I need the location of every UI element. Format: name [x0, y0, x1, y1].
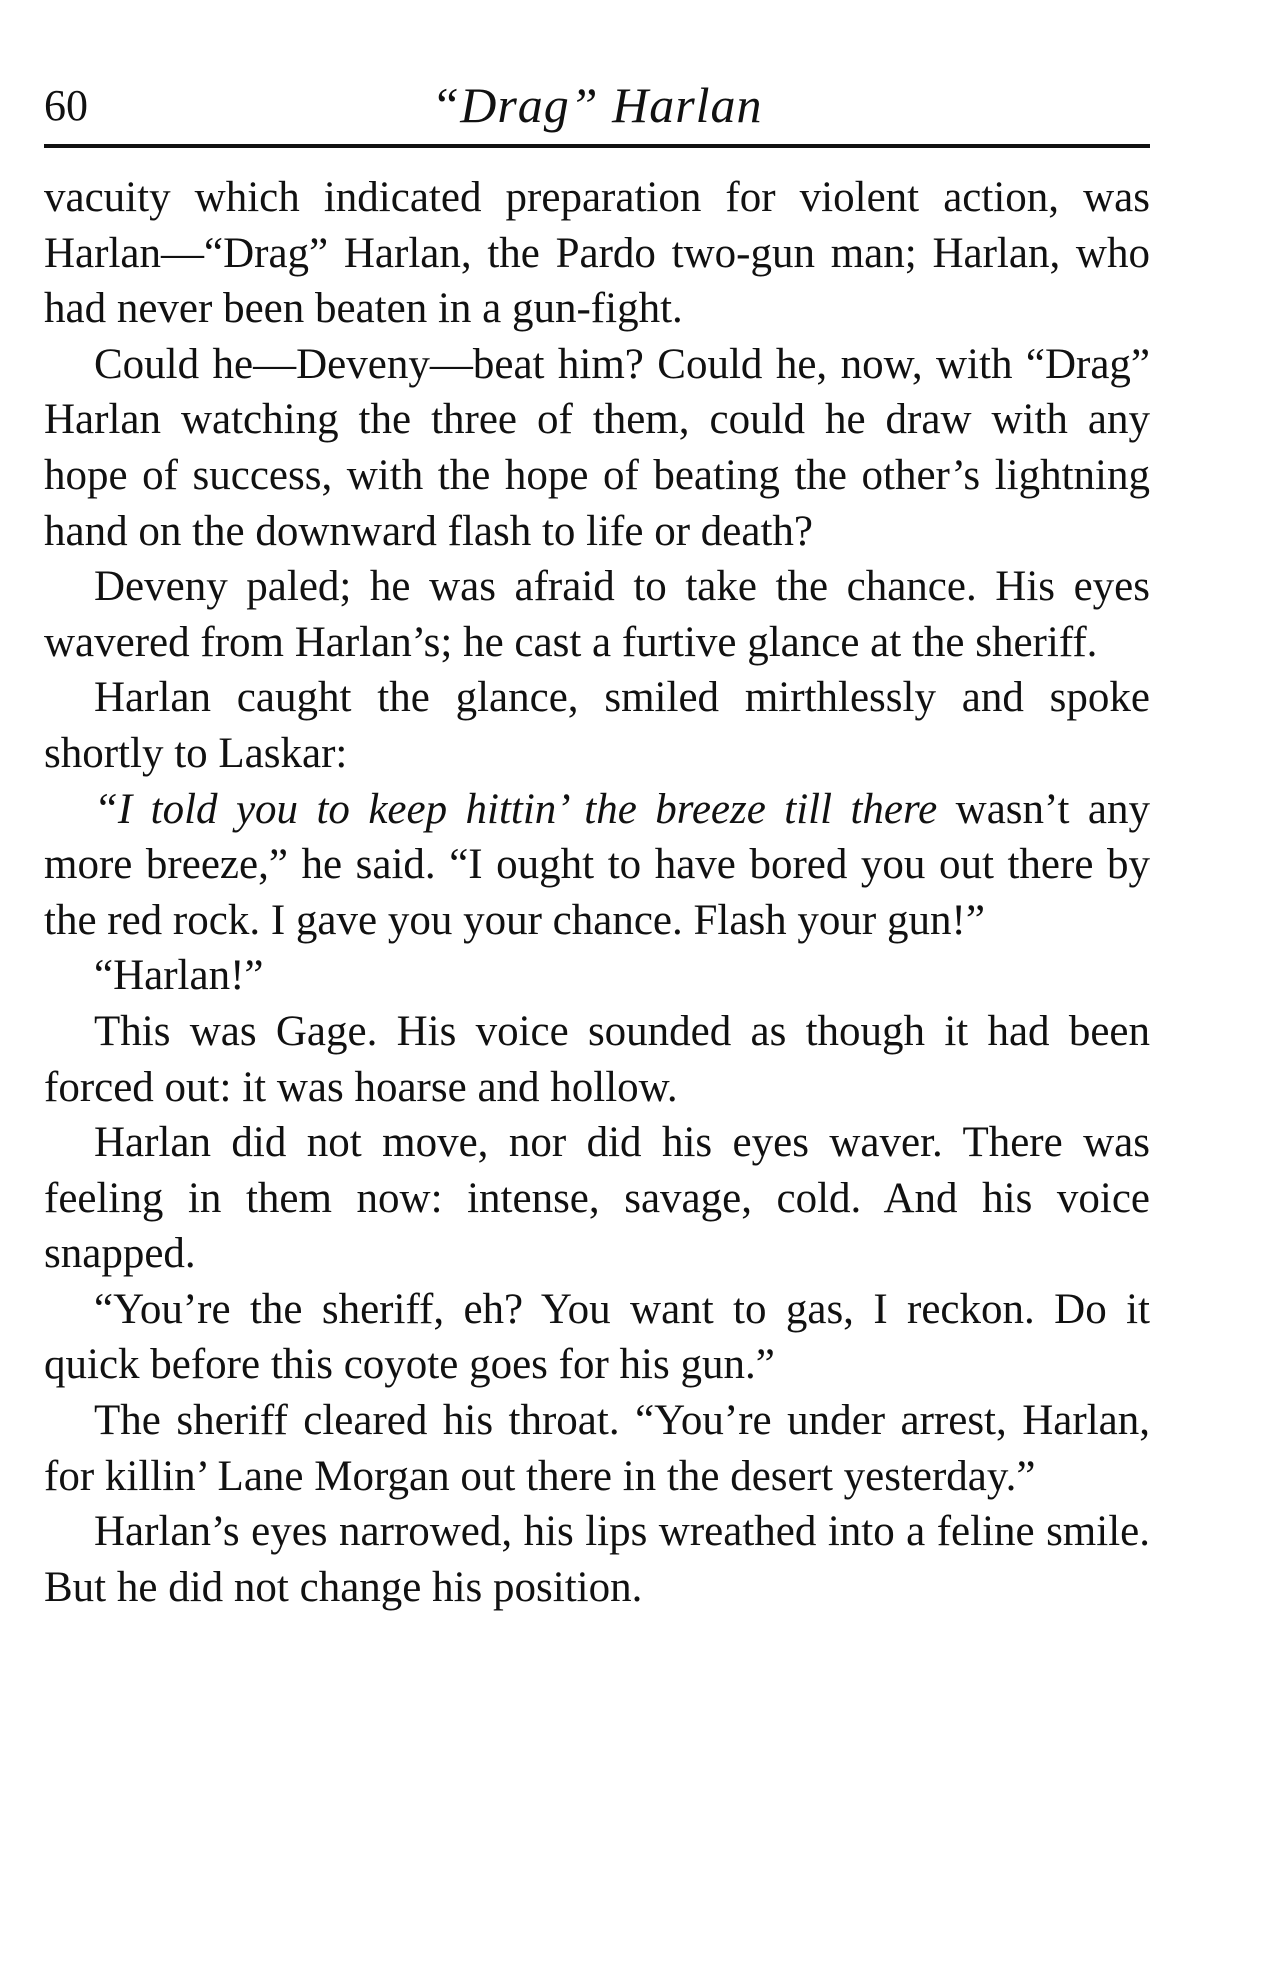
paragraph-11: Harlan’s eyes narrowed, his lips wreathed into a feline smile. But he did not change his position. [44, 1508, 1150, 1611]
paragraph-10: The sheriff cleared his throat. “You’re under arrest, Harlan, for killin’ Lane Morgan out there in the desert yesterday.” [44, 1397, 1150, 1500]
running-head [44, 60, 1150, 142]
paragraph-4: Harlan caught the glance, smiled mirthlessly and spoke shortly to Laskar: [44, 674, 1150, 777]
paragraph-5 [44, 782, 1150, 949]
body-text [44, 170, 1150, 1615]
paragraph-6: “Harlan!” [94, 952, 264, 1000]
book-page [44, 60, 1151, 1611]
paragraph-5-rest: wasn’t any more breeze,” he said. “I ought to have bored you out there by the red rock. I gave you your chance. Flash your gun!” [44, 785, 1151, 944]
paragraph-7: This was Gage. His voice sounded as though it had been forced out: it was hoarse and hollow. [44, 1007, 1150, 1111]
paragraph-2: Could he—Deveny—beat him? Could he, now, with “Drag” Harlan watching the three of them, could he draw with any hope of success, with the hope of beating the other’s lightning hand on the downward flash to life or death? [44, 340, 1150, 555]
paragraph-3: Deveny paled; he was afraid to take the chance. His eyes wavered from Harlan’s; he cast a furtive glance at the sheriff. [44, 563, 1150, 666]
running-title: “Drag” Harlan [431, 77, 763, 133]
header-rule [44, 144, 1150, 148]
paragraph-9: “You’re the sheriff, eh? You want to gas, I reckon. Do it quick before this coyote goes for his gun.” [44, 1285, 1150, 1389]
paragraph-8: Harlan did not move, nor did his eyes waver. There was feeling in them now: intense, savage, cold. And his voice snapped. [44, 1119, 1150, 1278]
italic-opening: “I told you to keep hittin’ the breeze till there [94, 785, 938, 833]
page-number: 60 [44, 81, 88, 130]
paragraph-1: vacuity which indicated preparation for violent action, was Harlan—“Drag” Harlan, the Pardo two-gun man; Harlan, who had never been beaten in a gun-fight. [44, 174, 1150, 333]
